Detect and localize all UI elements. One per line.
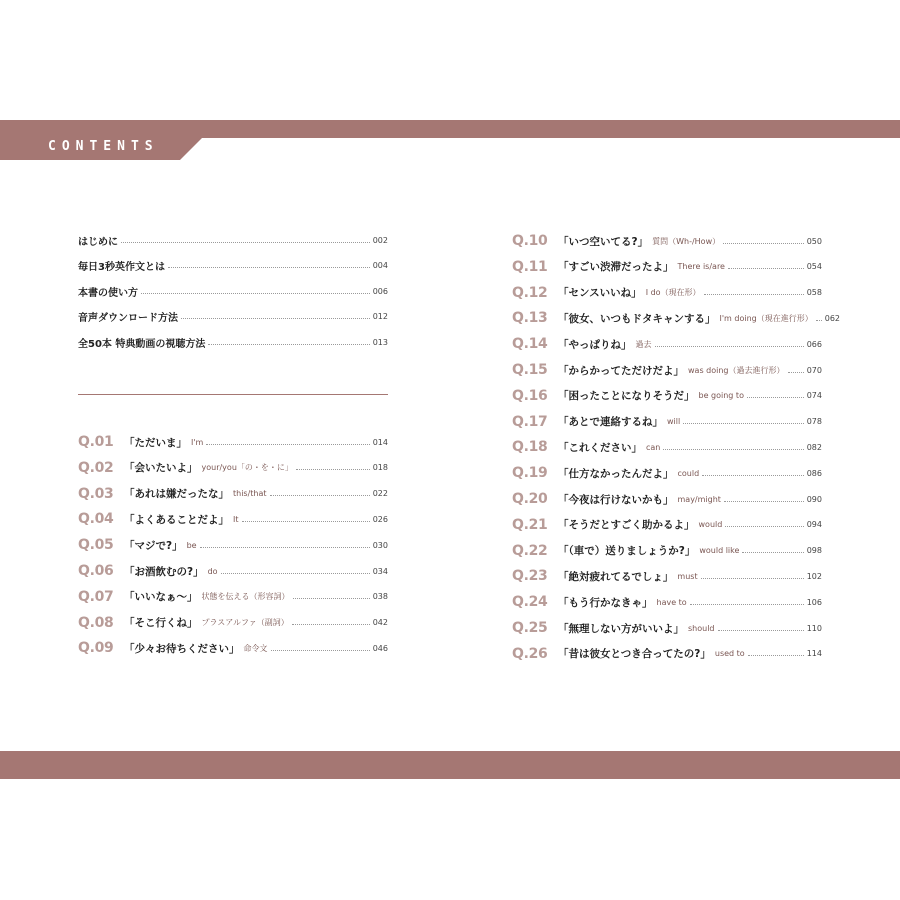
page-number: 022 [372,489,388,499]
grammar-topic: 命令文 [243,643,268,653]
question-title: 「すごい渋滞だったよ」 [558,261,674,274]
question-title: 「これください」 [558,441,642,454]
grammar-topic: There is/are [677,262,725,272]
question-number: Q.08 [78,614,114,631]
page-number: 098 [806,546,822,556]
toc-question-item[interactable] [512,643,822,665]
toc-question-item[interactable] [512,411,822,433]
question-number: Q.23 [512,568,548,585]
right-question-list [512,230,841,670]
grammar-topic: be going to [698,391,744,401]
page-number: 034 [372,566,388,576]
page-number: 030 [372,540,388,550]
question-number: Q.18 [512,439,548,456]
question-number: Q.05 [78,537,114,554]
dot-leader [728,268,804,269]
question-title: 「少々お待ちください」 [124,642,240,655]
question-title: 「仕方なかったんだよ」 [558,467,674,480]
toc-item-label: はじめに [78,236,118,248]
toc-question-item[interactable] [512,462,822,484]
question-number: Q.11 [512,258,548,275]
question-number: Q.25 [512,620,548,636]
grammar-topic: do [207,566,218,576]
toc-item-label: 本書の使い方 [78,287,138,299]
question-title: 「センスいいね」 [558,287,642,300]
dot-leader [206,444,369,445]
toc-question-item[interactable] [78,457,388,479]
dot-leader [292,624,370,625]
question-number: Q.16 [512,387,548,404]
dot-leader [747,397,804,398]
dot-leader [742,552,803,553]
grammar-topic: 質問（Wh-/How） [652,236,721,246]
grammar-topic: I'm doing（現在進行形） [719,313,813,323]
question-number: Q.04 [78,511,114,528]
page-number: 078 [806,417,822,427]
grammar-topic: will [667,417,681,427]
dot-leader [725,526,803,527]
toc-question-item[interactable] [78,483,388,505]
page-number: 102 [806,571,822,581]
toc-question-item[interactable] [78,534,388,556]
toc-item-label: 音声ダウンロード方法 [78,313,178,324]
dot-leader [701,578,804,579]
page-number: 074 [806,391,822,401]
dot-leader [724,501,804,502]
dot-leader [121,242,370,243]
question-number: Q.13 [512,310,548,327]
toc-question-item[interactable] [78,637,388,659]
question-number: Q.19 [512,465,548,482]
question-number: Q.02 [78,459,114,476]
dot-leader [200,547,370,548]
page-number: 090 [806,494,822,504]
toc-question-item[interactable] [512,307,841,329]
question-title: 「絶対疲れてるでしょ」 [558,570,674,583]
grammar-topic: プラスアルファ（副詞） [201,618,289,628]
toc-question-item[interactable] [512,514,822,536]
page-number: 054 [806,262,822,272]
grammar-topic: used to [714,649,745,659]
grammar-topic: It [233,514,239,524]
page-number: 050 [806,236,822,246]
toc-question-item[interactable] [512,436,822,458]
question-number: Q.24 [512,594,548,611]
dot-leader [141,293,370,294]
section-divider [78,394,388,395]
toc-question-item[interactable] [78,508,388,530]
question-number: Q.12 [512,284,548,301]
question-number: Q.07 [78,588,114,605]
left-question-list [78,431,388,671]
toc-intro-item[interactable] [78,231,388,249]
question-title: 「会いたいよ」 [124,462,198,475]
toc-question-item[interactable] [512,591,822,613]
question-number: Q.06 [78,563,114,579]
grammar-topic: 過去 [635,339,652,349]
dot-leader [704,294,804,295]
grammar-topic: have to [656,597,687,607]
dot-leader [168,267,370,268]
page-number: 114 [806,649,822,659]
grammar-topic: should [688,623,715,633]
footer-band [0,751,900,779]
question-number: Q.14 [512,336,548,353]
question-title: 「ただいま」 [124,436,187,449]
page-number: 058 [806,288,822,298]
toc-question-item[interactable] [512,565,822,587]
page-number: 004 [372,261,388,270]
dot-leader [293,598,370,599]
toc-item-label: 全50本 特典動画の視聴方法 [78,338,206,350]
toc-intro-item[interactable] [78,333,388,351]
question-title: 「いいなぁ〜」 [124,591,198,604]
question-number: Q.17 [512,413,548,430]
dot-leader [242,521,370,522]
contents-title: CONTENTS [48,139,159,154]
question-title: 「今夜は行けないかも」 [558,493,674,506]
dot-leader [181,318,370,319]
page-number: 013 [372,337,388,347]
question-title: 「もう行かなきゃ」 [558,596,653,609]
question-number: Q.22 [512,542,548,559]
question-title: 「（車で）送りましょうか?」 [558,545,696,558]
dot-leader [271,650,370,651]
page-number: 082 [806,442,822,452]
page-number: 066 [806,339,822,349]
toc-question-item[interactable] [512,617,822,639]
toc-question-item[interactable] [512,230,822,252]
dot-leader [221,573,370,574]
grammar-topic: was doing（過去進行形） [688,365,785,375]
question-title: 「彼女、いつもドタキャンする」 [558,312,716,325]
question-title: 「マジで?」 [124,539,183,552]
grammar-topic: your/you「の・を・に」 [201,463,293,473]
toc-question-item[interactable] [512,540,822,562]
dot-leader [690,604,804,605]
grammar-topic: must [677,571,698,581]
question-title: 「お酒飲むの?」 [124,565,204,578]
page-number: 014 [372,437,388,447]
page-number: 094 [806,520,822,530]
dot-leader [296,469,370,470]
question-title: 「そこ行くね」 [124,617,198,630]
toc-intro-item[interactable] [78,308,388,326]
question-title: 「からかってただけだよ」 [558,364,684,377]
toc-intro-item[interactable] [78,257,388,275]
grammar-topic: I do（現在形） [645,288,701,298]
toc-question-item[interactable] [78,612,388,634]
grammar-topic: I'm [191,437,204,447]
intro-list [78,231,388,350]
toc-question-item[interactable] [512,488,822,510]
page-number: 086 [806,468,822,478]
toc-question-item[interactable] [78,586,388,608]
page-number: 070 [806,365,822,375]
page-number: 038 [372,592,388,602]
page-number: 046 [372,643,388,653]
grammar-topic: may/might [677,494,721,504]
dot-leader [788,372,804,373]
dot-leader [748,655,804,656]
page-number: 002 [372,235,388,245]
page-number: 110 [806,623,822,633]
question-title: 「困ったことになりそうだ」 [558,390,695,403]
grammar-topic: would [698,520,723,530]
dot-leader [270,495,370,496]
toc-question-item[interactable] [512,282,822,304]
question-number: Q.21 [512,516,548,533]
page-number: 042 [372,618,388,628]
question-number: Q.03 [78,485,114,502]
page-number: 006 [372,286,388,296]
grammar-topic: would like [699,546,740,556]
grammar-topic: could [677,468,700,478]
grammar-topic: can [646,442,661,452]
toc-intro-item[interactable] [78,282,388,300]
question-number: Q.09 [78,640,114,657]
page-number: 026 [372,514,388,524]
question-title: 「やっぱりね」 [558,338,632,351]
question-title: 「昔は彼女とつき合ってたの?」 [558,648,711,661]
question-title: 「あれは嫌だったな」 [124,488,229,501]
toc-question-item[interactable] [512,385,822,407]
question-number: Q.01 [78,434,114,450]
page-number: 018 [372,463,388,473]
toc-question-item[interactable] [512,359,822,381]
question-number: Q.15 [512,362,548,378]
page-number: 106 [806,597,822,607]
grammar-topic: 状態を伝える（形容詞） [201,592,290,602]
dot-leader [702,475,804,476]
question-number: Q.26 [512,645,548,662]
question-number: Q.20 [512,491,548,507]
question-title: 「そうだとすごく助かるよ」 [558,519,695,532]
dot-leader [663,449,803,450]
page-number: 062 [824,313,841,323]
grammar-topic: be [186,540,197,550]
dot-leader [816,320,822,321]
toc-question-item[interactable] [78,560,388,582]
dot-leader [683,423,804,424]
grammar-topic: this/that [233,489,267,499]
toc-question-item[interactable] [512,333,822,355]
question-number: Q.10 [512,233,548,249]
question-title: 「無理しない方がいいよ」 [558,622,684,635]
toc-item-label: 毎日3秒英作文とは [78,262,165,273]
dot-leader [718,630,804,631]
toc-question-item[interactable] [512,256,822,278]
dot-leader [723,243,804,244]
question-title: 「あとで連絡するね」 [558,416,663,429]
dot-leader [208,344,369,345]
page-number: 012 [372,312,388,321]
dot-leader [655,346,804,347]
toc-question-item[interactable] [78,431,388,453]
question-title: 「いつ空いてる?」 [558,235,649,248]
question-title: 「よくあることだよ」 [124,513,229,526]
